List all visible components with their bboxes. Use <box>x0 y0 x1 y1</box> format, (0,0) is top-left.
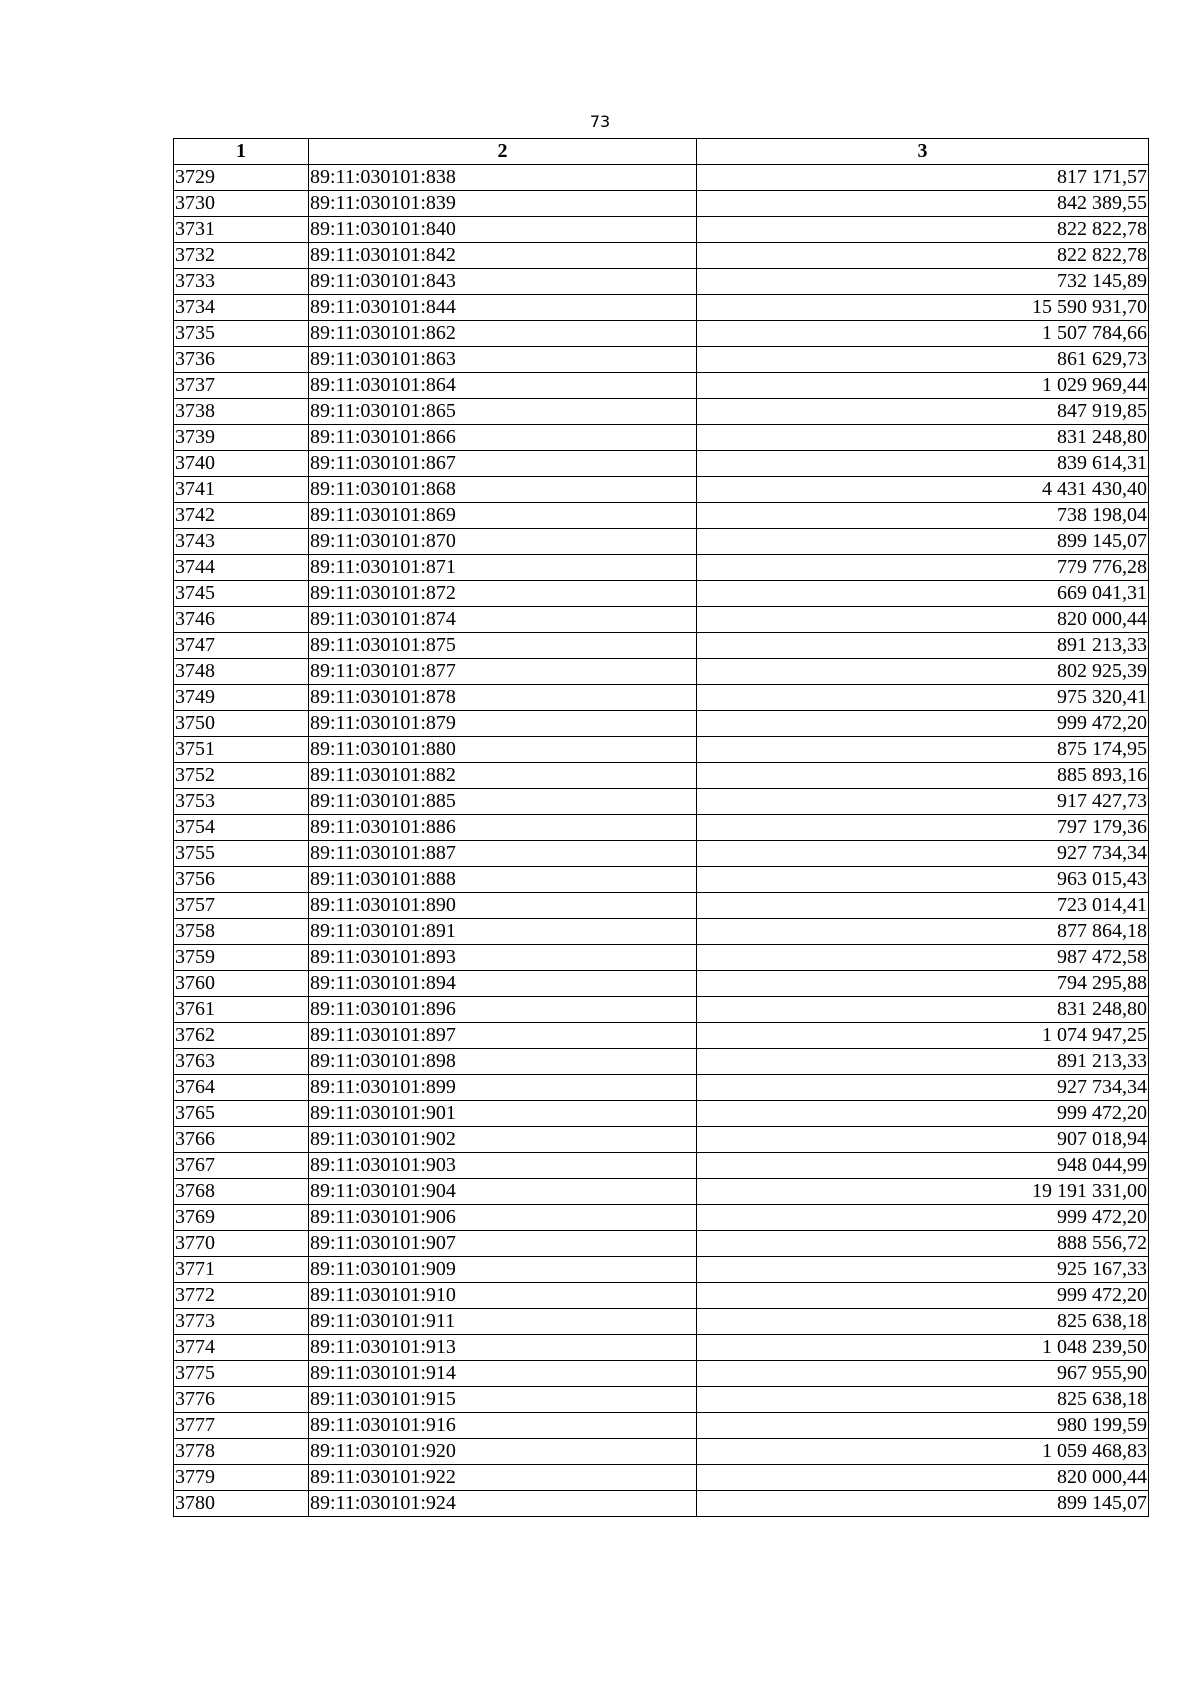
row-number-cell: 3763 <box>174 1049 309 1075</box>
table-row <box>174 1049 1149 1075</box>
row-number-cell: 3735 <box>174 321 309 347</box>
table-row <box>174 1335 1149 1361</box>
value-cell: 802 925,39 <box>697 659 1149 685</box>
value-cell: 1 074 947,25 <box>697 1023 1149 1049</box>
cadastral-number-cell: 89:11:030101:887 <box>309 841 697 867</box>
cadastral-number-cell: 89:11:030101:893 <box>309 945 697 971</box>
row-number-cell: 3764 <box>174 1075 309 1101</box>
table-row <box>174 737 1149 763</box>
value-cell: 842 389,55 <box>697 191 1149 217</box>
row-number-cell: 3736 <box>174 347 309 373</box>
cadastral-number-cell: 89:11:030101:882 <box>309 763 697 789</box>
row-number-cell: 3771 <box>174 1257 309 1283</box>
cadastral-number-cell: 89:11:030101:840 <box>309 217 697 243</box>
cadastral-number-cell: 89:11:030101:862 <box>309 321 697 347</box>
row-number-cell: 3733 <box>174 269 309 295</box>
value-cell: 980 199,59 <box>697 1413 1149 1439</box>
cadastral-number-cell: 89:11:030101:879 <box>309 711 697 737</box>
row-number-cell: 3740 <box>174 451 309 477</box>
value-cell: 831 248,80 <box>697 425 1149 451</box>
row-number-cell: 3750 <box>174 711 309 737</box>
table-row <box>174 503 1149 529</box>
row-number-cell: 3732 <box>174 243 309 269</box>
value-cell: 999 472,20 <box>697 1283 1149 1309</box>
table-row <box>174 893 1149 919</box>
row-number-cell: 3738 <box>174 399 309 425</box>
row-number-cell: 3778 <box>174 1439 309 1465</box>
row-number-cell: 3779 <box>174 1465 309 1491</box>
table-row <box>174 321 1149 347</box>
row-number-cell: 3776 <box>174 1387 309 1413</box>
value-cell: 987 472,58 <box>697 945 1149 971</box>
row-number-cell: 3772 <box>174 1283 309 1309</box>
value-cell: 1 048 239,50 <box>697 1335 1149 1361</box>
value-cell: 1 059 468,83 <box>697 1439 1149 1465</box>
cadastral-number-cell: 89:11:030101:922 <box>309 1465 697 1491</box>
value-cell: 948 044,99 <box>697 1153 1149 1179</box>
value-cell: 738 198,04 <box>697 503 1149 529</box>
value-cell: 917 427,73 <box>697 789 1149 815</box>
cadastral-number-cell: 89:11:030101:871 <box>309 555 697 581</box>
table-row <box>174 1101 1149 1127</box>
cadastral-number-cell: 89:11:030101:870 <box>309 529 697 555</box>
column-header-1: 1 <box>174 139 309 165</box>
row-number-cell: 3754 <box>174 815 309 841</box>
table-row <box>174 607 1149 633</box>
table-row <box>174 1283 1149 1309</box>
table-row <box>174 763 1149 789</box>
table-row <box>174 841 1149 867</box>
value-cell: 723 014,41 <box>697 893 1149 919</box>
value-cell: 899 145,07 <box>697 529 1149 555</box>
cadastral-number-cell: 89:11:030101:909 <box>309 1257 697 1283</box>
cadastral-number-cell: 89:11:030101:910 <box>309 1283 697 1309</box>
table-row <box>174 529 1149 555</box>
value-cell: 825 638,18 <box>697 1387 1149 1413</box>
table-row <box>174 399 1149 425</box>
value-cell: 927 734,34 <box>697 1075 1149 1101</box>
row-number-cell: 3762 <box>174 1023 309 1049</box>
cadastral-number-cell: 89:11:030101:901 <box>309 1101 697 1127</box>
row-number-cell: 3729 <box>174 165 309 191</box>
cadastral-number-cell: 89:11:030101:863 <box>309 347 697 373</box>
cadastral-number-cell: 89:11:030101:915 <box>309 1387 697 1413</box>
table-row <box>174 789 1149 815</box>
table-row <box>174 477 1149 503</box>
table-row <box>174 1361 1149 1387</box>
cadastral-number-cell: 89:11:030101:868 <box>309 477 697 503</box>
row-number-cell: 3770 <box>174 1231 309 1257</box>
row-number-cell: 3775 <box>174 1361 309 1387</box>
value-cell: 925 167,33 <box>697 1257 1149 1283</box>
row-number-cell: 3741 <box>174 477 309 503</box>
value-cell: 820 000,44 <box>697 1465 1149 1491</box>
value-cell: 794 295,88 <box>697 971 1149 997</box>
row-number-cell: 3749 <box>174 685 309 711</box>
table-row <box>174 425 1149 451</box>
cadastral-number-cell: 89:11:030101:877 <box>309 659 697 685</box>
row-number-cell: 3768 <box>174 1179 309 1205</box>
value-cell: 847 919,85 <box>697 399 1149 425</box>
table-header-row <box>174 139 1149 165</box>
value-cell: 817 171,57 <box>697 165 1149 191</box>
cadastral-number-cell: 89:11:030101:839 <box>309 191 697 217</box>
row-number-cell: 3734 <box>174 295 309 321</box>
table-row <box>174 1387 1149 1413</box>
cadastral-number-cell: 89:11:030101:914 <box>309 1361 697 1387</box>
row-number-cell: 3767 <box>174 1153 309 1179</box>
value-cell: 967 955,90 <box>697 1361 1149 1387</box>
cadastral-number-cell: 89:11:030101:875 <box>309 633 697 659</box>
cadastral-number-cell: 89:11:030101:920 <box>309 1439 697 1465</box>
value-cell: 1 507 784,66 <box>697 321 1149 347</box>
value-cell: 831 248,80 <box>697 997 1149 1023</box>
cadastral-number-cell: 89:11:030101:904 <box>309 1179 697 1205</box>
cadastral-number-cell: 89:11:030101:906 <box>309 1205 697 1231</box>
cadastral-number-cell: 89:11:030101:903 <box>309 1153 697 1179</box>
row-number-cell: 3739 <box>174 425 309 451</box>
value-cell: 4 431 430,40 <box>697 477 1149 503</box>
row-number-cell: 3743 <box>174 529 309 555</box>
row-number-cell: 3751 <box>174 737 309 763</box>
table-row <box>174 711 1149 737</box>
cadastral-number-cell: 89:11:030101:911 <box>309 1309 697 1335</box>
table-row <box>174 555 1149 581</box>
cadastral-number-cell: 89:11:030101:886 <box>309 815 697 841</box>
registry-table <box>173 138 1149 1517</box>
table-row <box>174 217 1149 243</box>
row-number-cell: 3747 <box>174 633 309 659</box>
cadastral-number-cell: 89:11:030101:869 <box>309 503 697 529</box>
value-cell: 820 000,44 <box>697 607 1149 633</box>
value-cell: 888 556,72 <box>697 1231 1149 1257</box>
row-number-cell: 3737 <box>174 373 309 399</box>
cadastral-number-cell: 89:11:030101:913 <box>309 1335 697 1361</box>
table-row <box>174 1465 1149 1491</box>
row-number-cell: 3760 <box>174 971 309 997</box>
table-row <box>174 1231 1149 1257</box>
cadastral-number-cell: 89:11:030101:838 <box>309 165 697 191</box>
table-row <box>174 347 1149 373</box>
value-cell: 927 734,34 <box>697 841 1149 867</box>
value-cell: 891 213,33 <box>697 633 1149 659</box>
cadastral-number-cell: 89:11:030101:891 <box>309 919 697 945</box>
value-cell: 891 213,33 <box>697 1049 1149 1075</box>
row-number-cell: 3766 <box>174 1127 309 1153</box>
cadastral-number-cell: 89:11:030101:885 <box>309 789 697 815</box>
value-cell: 999 472,20 <box>697 1205 1149 1231</box>
cadastral-number-cell: 89:11:030101:899 <box>309 1075 697 1101</box>
value-cell: 732 145,89 <box>697 269 1149 295</box>
value-cell: 779 776,28 <box>697 555 1149 581</box>
row-number-cell: 3748 <box>174 659 309 685</box>
row-number-cell: 3752 <box>174 763 309 789</box>
row-number-cell: 3757 <box>174 893 309 919</box>
table-row <box>174 815 1149 841</box>
value-cell: 822 822,78 <box>697 243 1149 269</box>
row-number-cell: 3773 <box>174 1309 309 1335</box>
column-header-3: 3 <box>697 139 1149 165</box>
table-row <box>174 685 1149 711</box>
value-cell: 907 018,94 <box>697 1127 1149 1153</box>
cadastral-number-cell: 89:11:030101:880 <box>309 737 697 763</box>
page-number: 73 <box>589 112 611 131</box>
table-row <box>174 165 1149 191</box>
table-row <box>174 581 1149 607</box>
cadastral-number-cell: 89:11:030101:866 <box>309 425 697 451</box>
value-cell: 885 893,16 <box>697 763 1149 789</box>
value-cell: 899 145,07 <box>697 1491 1149 1517</box>
row-number-cell: 3746 <box>174 607 309 633</box>
table-row <box>174 451 1149 477</box>
row-number-cell: 3744 <box>174 555 309 581</box>
value-cell: 999 472,20 <box>697 711 1149 737</box>
table-row <box>174 1153 1149 1179</box>
row-number-cell: 3777 <box>174 1413 309 1439</box>
row-number-cell: 3730 <box>174 191 309 217</box>
table-row <box>174 269 1149 295</box>
table-row <box>174 1257 1149 1283</box>
cadastral-number-cell: 89:11:030101:902 <box>309 1127 697 1153</box>
cadastral-number-cell: 89:11:030101:867 <box>309 451 697 477</box>
value-cell: 19 191 331,00 <box>697 1179 1149 1205</box>
cadastral-number-cell: 89:11:030101:898 <box>309 1049 697 1075</box>
value-cell: 839 614,31 <box>697 451 1149 477</box>
cadastral-number-cell: 89:11:030101:874 <box>309 607 697 633</box>
table-row <box>174 1309 1149 1335</box>
table-row <box>174 867 1149 893</box>
table-row <box>174 1179 1149 1205</box>
table-row <box>174 191 1149 217</box>
column-header-2: 2 <box>309 139 697 165</box>
value-cell: 669 041,31 <box>697 581 1149 607</box>
table-row <box>174 971 1149 997</box>
value-cell: 975 320,41 <box>697 685 1149 711</box>
cadastral-number-cell: 89:11:030101:916 <box>309 1413 697 1439</box>
cadastral-number-cell: 89:11:030101:872 <box>309 581 697 607</box>
row-number-cell: 3774 <box>174 1335 309 1361</box>
row-number-cell: 3756 <box>174 867 309 893</box>
row-number-cell: 3769 <box>174 1205 309 1231</box>
value-cell: 1 029 969,44 <box>697 373 1149 399</box>
table-row <box>174 945 1149 971</box>
row-number-cell: 3753 <box>174 789 309 815</box>
value-cell: 822 822,78 <box>697 217 1149 243</box>
row-number-cell: 3731 <box>174 217 309 243</box>
value-cell: 15 590 931,70 <box>697 295 1149 321</box>
cadastral-number-cell: 89:11:030101:843 <box>309 269 697 295</box>
table-row <box>174 1075 1149 1101</box>
table-row <box>174 659 1149 685</box>
cadastral-number-cell: 89:11:030101:896 <box>309 997 697 1023</box>
row-number-cell: 3742 <box>174 503 309 529</box>
table-row <box>174 243 1149 269</box>
row-number-cell: 3758 <box>174 919 309 945</box>
cadastral-number-cell: 89:11:030101:907 <box>309 1231 697 1257</box>
table-row <box>174 373 1149 399</box>
value-cell: 825 638,18 <box>697 1309 1149 1335</box>
table-row <box>174 919 1149 945</box>
table-row <box>174 1413 1149 1439</box>
value-cell: 999 472,20 <box>697 1101 1149 1127</box>
row-number-cell: 3761 <box>174 997 309 1023</box>
cadastral-number-cell: 89:11:030101:890 <box>309 893 697 919</box>
cadastral-number-cell: 89:11:030101:897 <box>309 1023 697 1049</box>
row-number-cell: 3745 <box>174 581 309 607</box>
value-cell: 877 864,18 <box>697 919 1149 945</box>
value-cell: 963 015,43 <box>697 867 1149 893</box>
value-cell: 875 174,95 <box>697 737 1149 763</box>
cadastral-number-cell: 89:11:030101:888 <box>309 867 697 893</box>
cadastral-number-cell: 89:11:030101:842 <box>309 243 697 269</box>
table-row <box>174 1205 1149 1231</box>
table-row <box>174 295 1149 321</box>
cadastral-number-cell: 89:11:030101:878 <box>309 685 697 711</box>
table-row <box>174 633 1149 659</box>
cadastral-number-cell: 89:11:030101:864 <box>309 373 697 399</box>
table-row <box>174 1439 1149 1465</box>
cadastral-number-cell: 89:11:030101:924 <box>309 1491 697 1517</box>
row-number-cell: 3759 <box>174 945 309 971</box>
row-number-cell: 3765 <box>174 1101 309 1127</box>
cadastral-number-cell: 89:11:030101:865 <box>309 399 697 425</box>
cadastral-number-cell: 89:11:030101:894 <box>309 971 697 997</box>
table-row <box>174 1127 1149 1153</box>
row-number-cell: 3755 <box>174 841 309 867</box>
value-cell: 797 179,36 <box>697 815 1149 841</box>
cadastral-number-cell: 89:11:030101:844 <box>309 295 697 321</box>
table-row <box>174 1023 1149 1049</box>
table-row <box>174 997 1149 1023</box>
table-row <box>174 1491 1149 1517</box>
value-cell: 861 629,73 <box>697 347 1149 373</box>
table-body <box>174 165 1149 1517</box>
row-number-cell: 3780 <box>174 1491 309 1517</box>
